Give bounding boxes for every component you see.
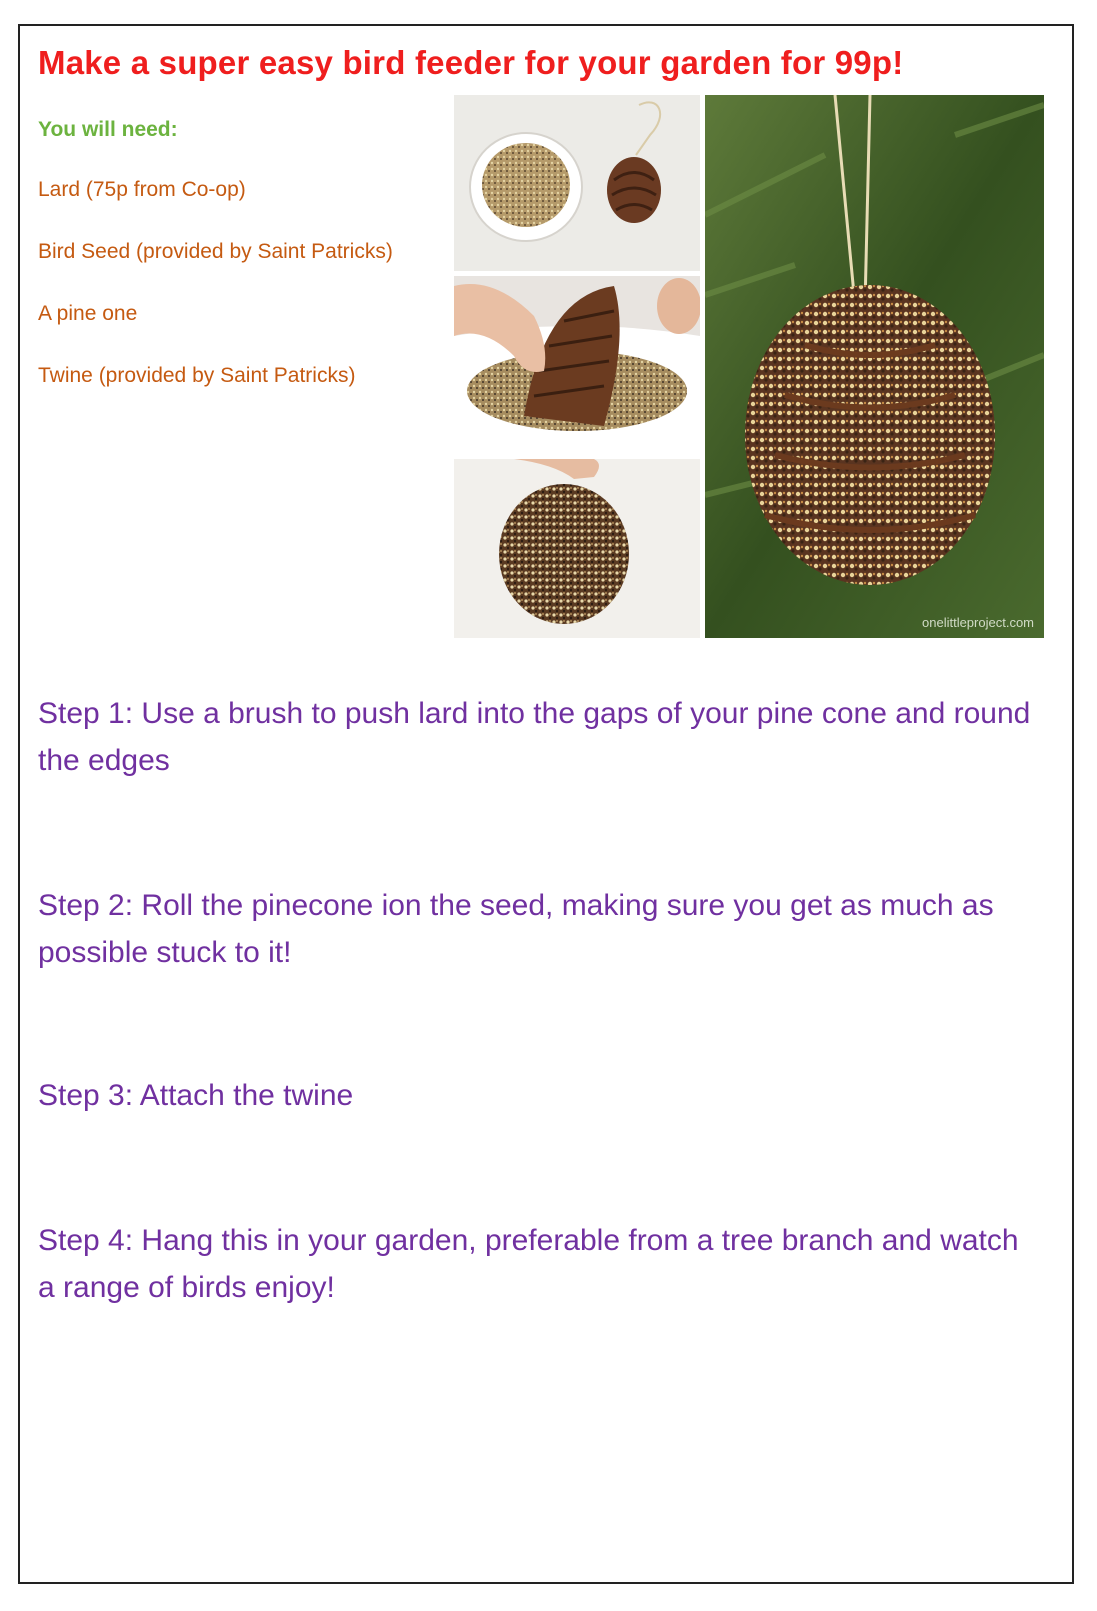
materials-heading: You will need: <box>38 118 178 141</box>
photo-coated-cone <box>454 459 700 638</box>
step-2: Step 2: Roll the pinecone ion the seed, making sure you get as much as possible stuck to it! <box>38 889 994 969</box>
page-title: Make a super easy bird feeder for your garden for 99p! <box>38 44 904 81</box>
materials-list <box>38 118 438 426</box>
photo-seed-bowl-and-cone <box>454 95 700 271</box>
photo-hanging-feeder <box>705 95 1044 638</box>
material-item-pine-cone: A pine one <box>38 302 138 325</box>
material-item-twine: Twine (provided by Saint Patricks) <box>38 364 356 387</box>
material-item-lard: Lard (75p from Co-op) <box>38 178 246 201</box>
photo-watermark: onelittleproject.com <box>922 615 1034 630</box>
photo-rolling-cone-in-seed <box>454 276 700 454</box>
material-item-bird-seed: Bird Seed (provided by Saint Patricks) <box>38 240 393 263</box>
step-3: Step 3: Attach the twine <box>38 1079 354 1112</box>
step-4: Step 4: Hang this in your garden, preferable from a tree branch and watch a range of birds enjoy! <box>38 1224 1019 1304</box>
step-1: Step 1: Use a brush to push lard into the gaps of your pine cone and round the edges <box>38 697 1031 777</box>
